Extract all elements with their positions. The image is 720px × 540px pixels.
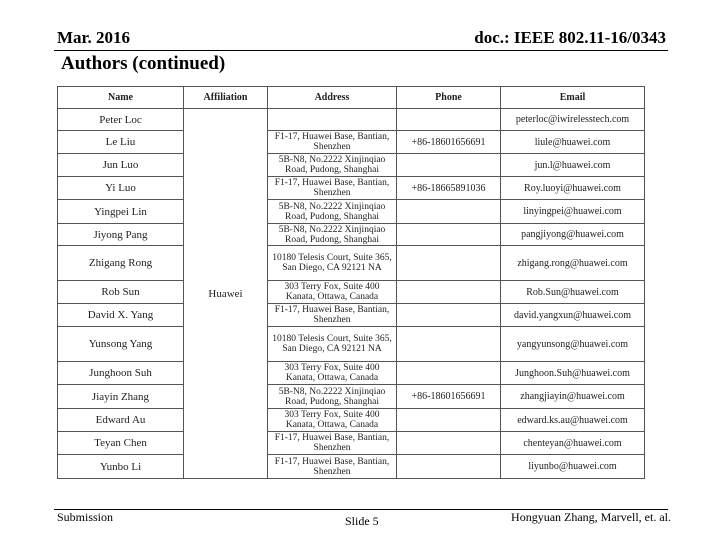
author-address: 5B-N8, No.2222 Xinjinqiao Road, Pudong, Shanghai (268, 154, 397, 177)
author-email: peterloc@iwirelesstech.com (501, 109, 645, 131)
header-date: Mar. 2016 (57, 28, 131, 47)
table-row (58, 385, 645, 409)
author-phone (397, 281, 501, 304)
table-row (58, 177, 645, 200)
author-address: 303 Terry Fox, Suite 400 Kanata, Ottawa, Canada (268, 281, 397, 304)
author-address: F1-17, Huawei Base, Bantian, Shenzhen (268, 304, 397, 327)
table-row (58, 200, 645, 224)
author-address: F1-17, Huawei Base, Bantian, Shenzhen (268, 177, 397, 200)
author-phone (397, 154, 501, 177)
header-address: Address (268, 87, 397, 109)
author-email: liule@huawei.com (501, 131, 645, 154)
author-phone: +86-18665891036 (397, 177, 501, 200)
affiliation-cell: Huawei (184, 109, 268, 479)
author-address: 303 Terry Fox, Suite 400 Kanata, Ottawa, Canada (268, 409, 397, 432)
author-address: F1-17, Huawei Base, Bantian, Shenzhen (268, 455, 397, 479)
table-row (58, 432, 645, 455)
author-name: Jun Luo (58, 154, 184, 177)
author-phone (397, 455, 501, 479)
footer-slide-number: Slide 5 (345, 514, 379, 528)
slide-title: Authors (continued) (61, 53, 226, 74)
author-phone (397, 327, 501, 362)
author-email: zhangjiayin@huawei.com (501, 385, 645, 409)
table-header-row (58, 87, 645, 109)
header-email: Email (501, 87, 645, 109)
author-name: Yunbo Li (58, 455, 184, 479)
header-affiliation: Affiliation (184, 87, 268, 109)
table-row (58, 109, 645, 131)
table-row (58, 409, 645, 432)
author-email: liyunbo@huawei.com (501, 455, 645, 479)
table-row (58, 246, 645, 281)
author-name: Junghoon Suh (58, 362, 184, 385)
author-name: Peter Loc (58, 109, 184, 131)
author-email: zhigang.rong@huawei.com (501, 246, 645, 281)
author-phone (397, 432, 501, 455)
author-address: 10180 Telesis Court, Suite 365, San Diego, CA 92121 NA (268, 327, 397, 362)
author-email: linyingpei@huawei.com (501, 200, 645, 224)
table-row (58, 327, 645, 362)
author-phone (397, 200, 501, 224)
author-address: 5B-N8, No.2222 Xinjinqiao Road, Pudong, Shanghai (268, 200, 397, 224)
author-name: Rob Sun (58, 281, 184, 304)
author-address (268, 109, 397, 131)
table-row (58, 304, 645, 327)
author-phone: +86-18601656691 (397, 131, 501, 154)
table-row (58, 281, 645, 304)
author-address: 303 Terry Fox, Suite 400 Kanata, Ottawa, Canada (268, 362, 397, 385)
author-phone (397, 224, 501, 246)
author-email: david.yangxun@huawei.com (501, 304, 645, 327)
author-phone (397, 409, 501, 432)
author-email: pangjiyong@huawei.com (501, 224, 645, 246)
author-name: Teyan Chen (58, 432, 184, 455)
author-email: Junghoon.Suh@huawei.com (501, 362, 645, 385)
table-row (58, 154, 645, 177)
author-email: Rob.Sun@huawei.com (501, 281, 645, 304)
author-phone (397, 109, 501, 131)
table-row (58, 224, 645, 246)
author-name: Yingpei Lin (58, 200, 184, 224)
author-name: Edward Au (58, 409, 184, 432)
author-phone (397, 304, 501, 327)
author-name: Yunsong Yang (58, 327, 184, 362)
table-row (58, 362, 645, 385)
author-email: edward.ks.au@huawei.com (501, 409, 645, 432)
author-name: Yi Luo (58, 177, 184, 200)
author-email: Roy.luoyi@huawei.com (501, 177, 645, 200)
author-email: yangyunsong@huawei.com (501, 327, 645, 362)
author-name: Le Liu (58, 131, 184, 154)
author-address: F1-17, Huawei Base, Bantian, Shenzhen (268, 432, 397, 455)
author-phone: +86-18601656691 (397, 385, 501, 409)
table-row (58, 455, 645, 479)
author-name: Jiayin Zhang (58, 385, 184, 409)
author-email: jun.l@huawei.com (501, 154, 645, 177)
authors-table (57, 86, 645, 479)
header-name: Name (58, 87, 184, 109)
author-phone (397, 246, 501, 281)
header-phone: Phone (397, 87, 501, 109)
author-address: F1-17, Huawei Base, Bantian, Shenzhen (268, 131, 397, 154)
table-row (58, 131, 645, 154)
author-address: 10180 Telesis Court, Suite 365, San Diego, CA 92121 NA (268, 246, 397, 281)
author-address: 5B-N8, No.2222 Xinjinqiao Road, Pudong, Shanghai (268, 224, 397, 246)
header-divider (54, 50, 668, 51)
author-name: Jiyong Pang (58, 224, 184, 246)
footer-authors: Hongyuan Zhang, Marvell, et. al. (511, 510, 671, 524)
footer-submission: Submission (57, 510, 114, 524)
author-name: Zhigang Rong (58, 246, 184, 281)
author-name: David X. Yang (58, 304, 184, 327)
author-email: chenteyan@huawei.com (501, 432, 645, 455)
author-phone (397, 362, 501, 385)
header-doc-id: doc.: IEEE 802.11-16/0343 (474, 28, 666, 47)
author-address: 5B-N8, No.2222 Xinjinqiao Road, Pudong, Shanghai (268, 385, 397, 409)
